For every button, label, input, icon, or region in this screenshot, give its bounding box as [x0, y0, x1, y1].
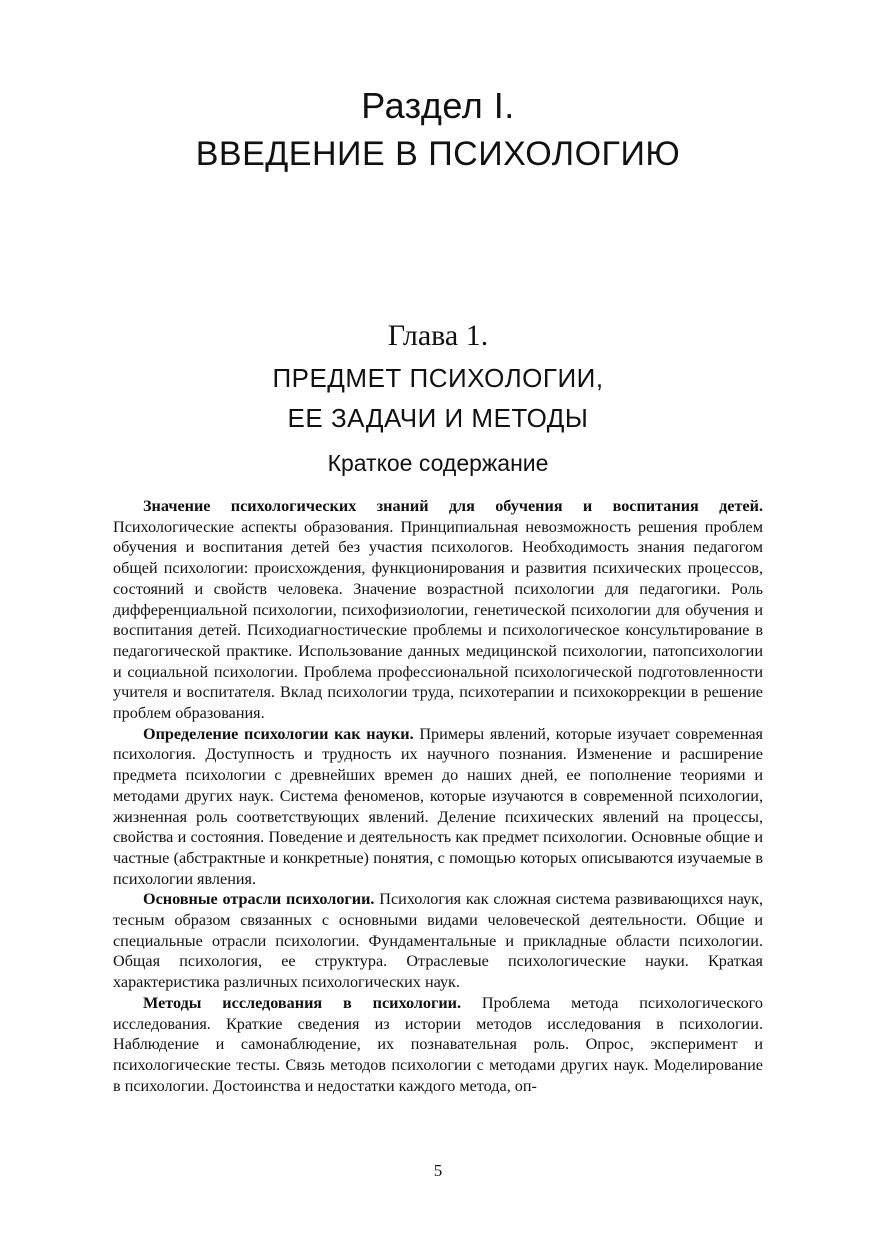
page-number: 5	[433, 1161, 443, 1180]
summary-paragraph	[113, 496, 763, 724]
paragraph-lead: Значение психологических знаний для обучения и воспитания детей.	[143, 497, 763, 515]
paragraph-lead: Определение психологии как науки.	[143, 724, 414, 743]
paragraph-text: Проблема метода психологического исследования. Краткие сведения из истории методов исследования в психологии. Наблюдение и самонаблюдение, их познавательная роль. Опрос, эксперимент и психологические тесты. Связь методов психологии с методами других наук. Моделирование в психологии. Достоинства и недостатки каждого метода, оп-	[113, 993, 763, 1095]
chapter-heading	[0, 316, 876, 436]
section-label: Раздел I.	[361, 85, 515, 126]
summary-paragraph	[113, 993, 763, 1097]
section-title: ВВЕДЕНИЕ В ПСИХОЛОГИЮ	[195, 135, 681, 173]
section-heading	[0, 84, 876, 176]
chapter-title-line-2: ЕЕ ЗАДАЧИ И МЕТОДЫ	[287, 403, 589, 433]
paragraph-text: Психология как сложная система развивающихся наук, тесным образом связанных с основными видами человеческой деятельности. Общие и специальные отрасли психологии. Фундаментальные и прикладные области психологии. Общая психология, ее структура. Отраслевые психологические науки. Краткая характеристика различных психологических наук.	[113, 890, 764, 992]
summary-heading: Краткое содержание	[327, 450, 549, 476]
paragraph-lead: Основные отрасли психологии.	[143, 890, 375, 909]
summary-paragraph	[113, 724, 763, 890]
chapter-label: Глава 1.	[387, 319, 489, 352]
paragraph-text: Психологические аспекты образования. Принципиальная невозможность решения проблем обучения и воспитания детей без участия психологов. Необходимость знания педагогом общей психологии: происхождения, функционирования и развития психических процессов, состояний и свойств человека. Значение возрастной психологии для педагогики. Роль дифференциальной психологии, психофизиологии, генетической психологии для обучения и воспитания детей. Психодиагностические проблемы и психологическое консультирование в педагогической практике. Использование данных медицинской психологии, патопсихологии и социальной психологии. Проблема профессиональной психологической подготовленности учителя и воспитателя. Вклад психологии труда, психотерапии и психокоррекции в решение проблем образования.	[113, 517, 763, 723]
paragraph-lead: Методы исследования в психологии.	[143, 993, 462, 1012]
chapter-title-line-1: ПРЕДМЕТ ПСИХОЛОГИИ,	[272, 363, 604, 393]
summary-body	[113, 496, 763, 1096]
summary-paragraph	[113, 889, 763, 993]
paragraph-text: Примеры явлений, которые изучает современная психология. Доступность и трудность их научного познания. Изменение и расширение предмета психологии с древнейших времен до наших дней, ее пополнение теориями и методами других наук. Система феноменов, которые изучаются в современной психологии, жизненная роль соответствующих явлений. Деление психических явлений на процессы, свойства и состояния. Поведение и деятельность как предмет психологии. Основные общие и частные (абстрактные и конкретные) понятия, с помощью которых описываются изучаемые в психологии явления.	[113, 724, 764, 888]
